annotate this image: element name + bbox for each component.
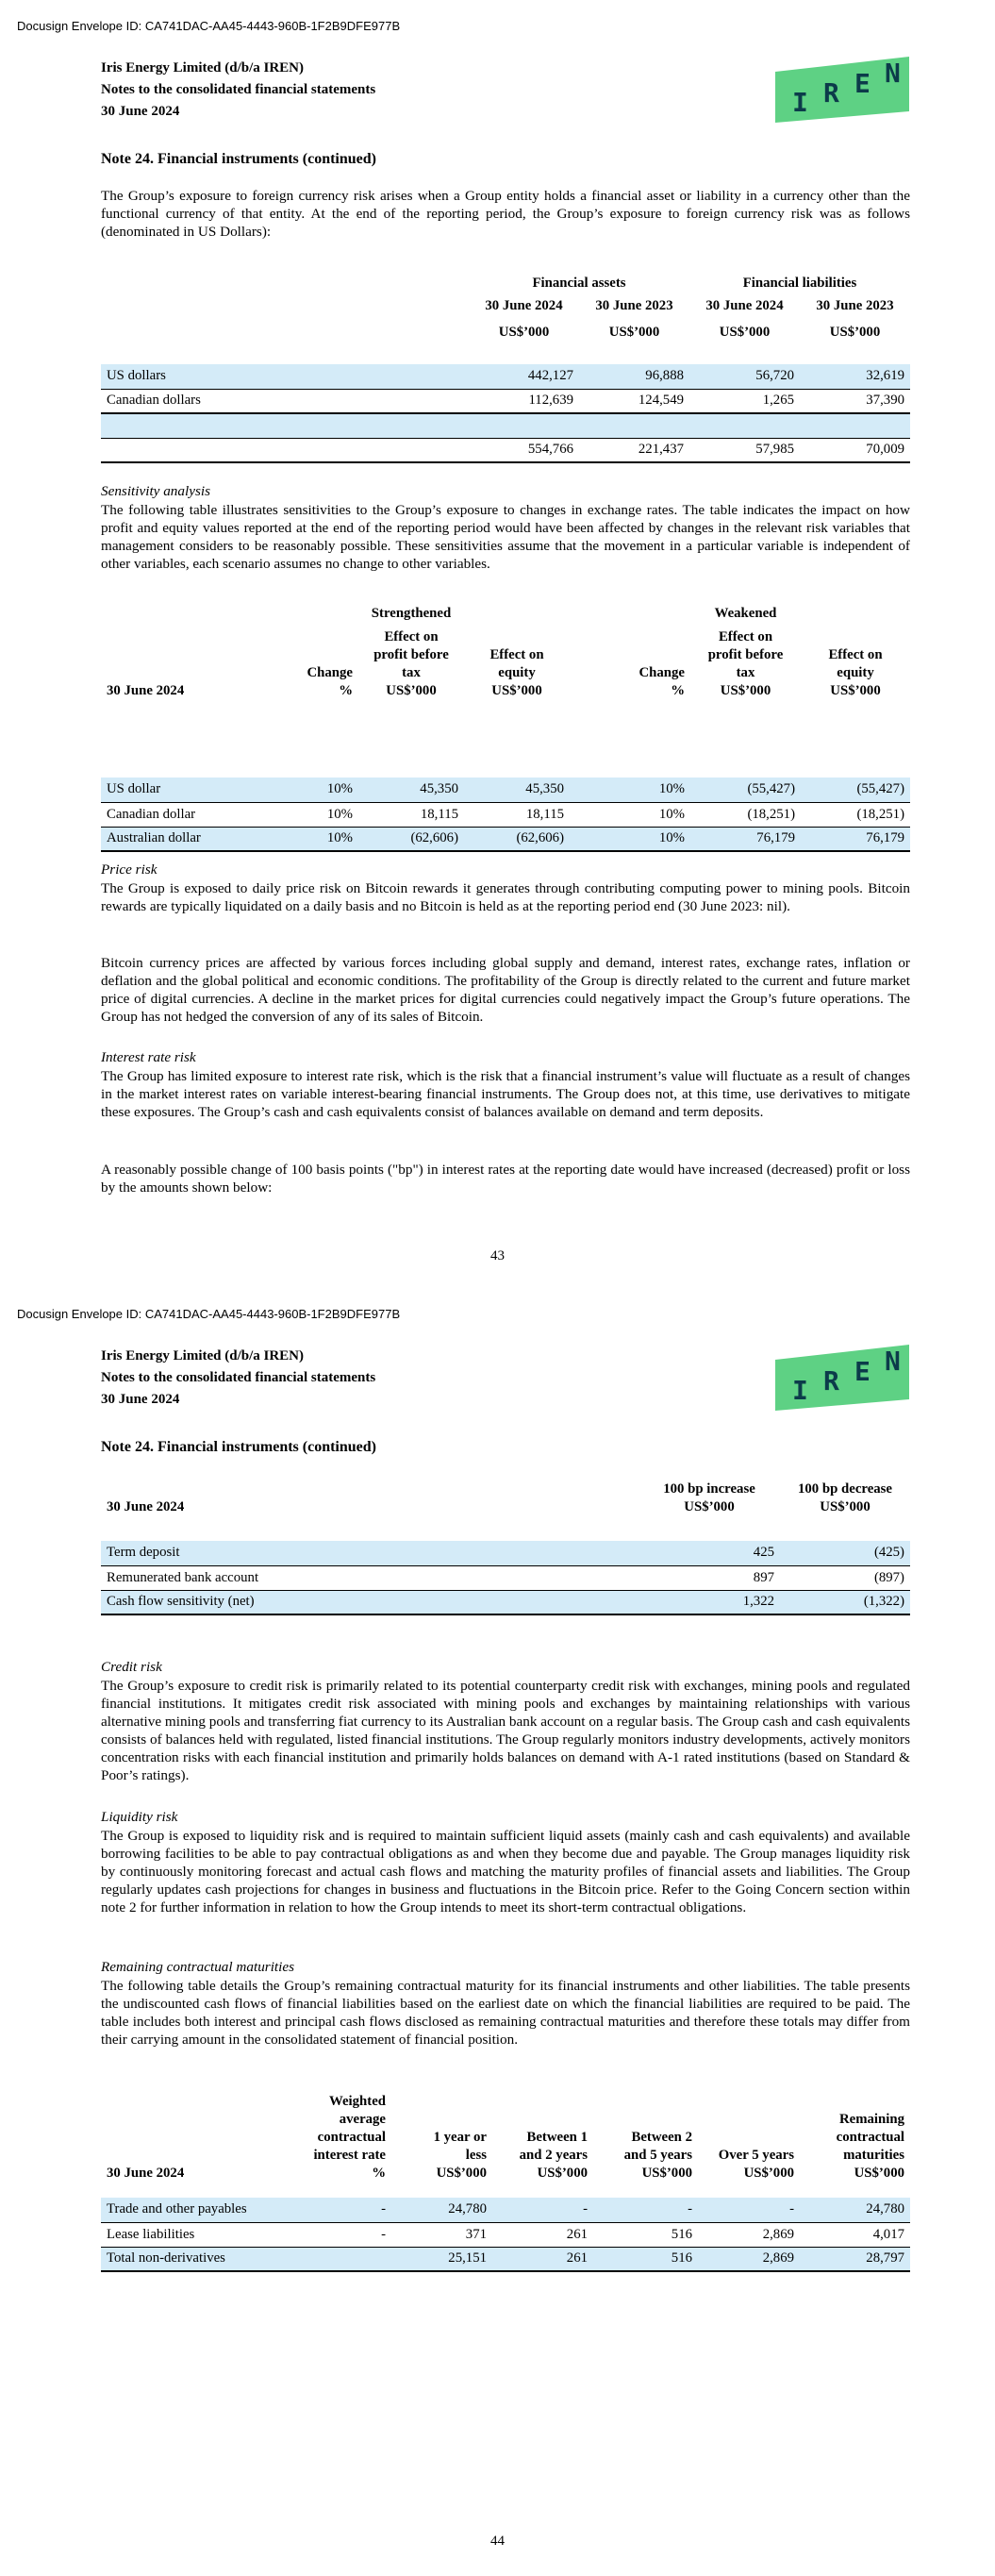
price-risk-heading: Price risk (101, 861, 158, 878)
sensitivity-heading: Sensitivity analysis (101, 483, 210, 499)
table-row: Lease liabilities - 371 261 516 2,869 4,017 (101, 2222, 910, 2247)
interest-sensitivity-table: 30 June 2024 100 bp increase US$’000 100 bp decrease US$’000 Term deposit 425 (425) Remunerated bank account 897 (897) Cash flow sensitivity (net) 1,322 (1,322) (101, 1475, 910, 1615)
iren-logo (771, 55, 911, 125)
note-title: Note 24. Financial instruments (continued) (101, 1439, 376, 1455)
logo-letter-i: I (792, 87, 808, 118)
iren-logo (771, 1343, 911, 1413)
note-title: Note 24. Financial instruments (continued) (101, 151, 376, 167)
maturities-paragraph: The following table details the Group’s remaining contractual maturity for its financial instruments and other liabilities. The table presents the undiscounted cash flows of financial liabilities based on the earliest date on which the financial liabilities are required to be paid. The table includes both interest and principal cash flows disclosed as remaining contractual maturities and therefore these totals may differ from their carrying amount in the consolidated statement of financial position. (101, 1978, 910, 2048)
table-row: Australian dollar 10% (62,606) (62,606) 10% 76,179 76,179 (101, 827, 910, 851)
interest-risk-heading: Interest rate risk (101, 1049, 196, 1065)
page-number: 44 (490, 2534, 505, 2549)
table-total-row: Total non-derivatives 25,151 261 516 2,869 28,797 (101, 2247, 910, 2271)
financial-assets-header: Financial assets (532, 276, 626, 291)
statement-subtitle: Notes to the consolidated financial statements (101, 1370, 376, 1385)
page-43 (0, 0, 995, 1287)
logo-letter-r: R (823, 77, 839, 109)
logo-letter-n: N (885, 58, 901, 89)
liquidity-risk-paragraph: The Group is exposed to liquidity risk and is required to maintain sufficient liquid assets (mainly cash and cash equivalents) and available borrowing facilities to be able to pay contractual obligations as and when they become due and payable. The Group manages liquidity risk by continuously monitoring forecast and actual cash flows and matching the maturity profiles of financial assets and liabilities. The Group regularly updates cash projections for changes in business and fluctuations in the Bitcoin price. Refer to the Going Concern section within note 2 for further information in relation to how the Group intends to meet its short-term contractual obligations. (101, 1828, 910, 1915)
weakened-header: Weakened (714, 606, 777, 621)
statement-subtitle: Notes to the consolidated financial statements (101, 82, 376, 97)
price-risk-paragraph-1: The Group is exposed to daily price risk on Bitcoin rewards it generates through contributing computing power to mining pools. Bitcoin rewards are typically liquidated on a daily basis and no Bitcoin is held as at the reporting period end (30 June 2023: nil). (101, 880, 910, 914)
page-number: 43 (490, 1248, 505, 1263)
table-row: Remunerated bank account 897 (897) (101, 1565, 910, 1590)
liquidity-risk-heading: Liquidity risk (101, 1809, 178, 1825)
credit-risk-paragraph: The Group’s exposure to credit risk is primarily related to its potential counterparty credit risk with exchanges, mining pools and regulated financial institutions. It mitigates credit risk associated with mining pools and exchanges by maintaining relationships with various alternative mining pools and transferring fiat currency to its Australian bank account on a regular basis. The Group cash and cash equivalents consists of balances held with regulated, listed financial institutions. The Group regularly monitors industry developments, actively monitors concentration risks with each financial institution and primarily holds balances on demand with A-1 rated institutions (based on Standard & Poor’s ratings). (101, 1678, 910, 1783)
envelope-id: Docusign Envelope ID: CA741DAC-AA45-4443-960B-1F2B9DFE977B (17, 1307, 401, 1321)
fx-exposure-table: Financial assets Financial liabilities 30 June 2024 30 June 2023 30 June 2024 30 June 2023 US$’000 US$’000 US$’000 US$’000 US dollars 442,127 96,888 56,720 32,619 Canadian dollars 112,639 124,549 1,265 37,390 554,766 221,437 57,985 70,009 (101, 268, 910, 463)
price-risk-paragraph-2: Bitcoin currency prices are affected by various forces including global supply and demand, interest rates, exchange rates, inflation or deflation and the global political and economic conditions. The profitability of the Group is directly related to the current and future market price of digital currencies. A decline in the market prices for digital currencies could negatively impact the Group’s future operations. The Group has not hedged the conversion of any of its sales of Bitcoin. (101, 955, 910, 1025)
interest-risk-paragraph-1: The Group has limited exposure to interest rate risk, which is the risk that a financial instrument’s value will fluctuate as a result of changes in the market interest rates on variable interest-bearing financial instruments. The Group does not, at this time, use derivatives to mitigate these exposures. The Group’s cash and cash equivalents consist of balances available on demand and term deposits. (101, 1068, 910, 1120)
page-44 (0, 1288, 995, 2575)
table-row: US dollar 10% 45,350 45,350 10% (55,427) (55,427) (101, 778, 910, 802)
logo-letter-n: N (885, 1346, 901, 1377)
statement-date: 30 June 2024 (101, 1392, 180, 1407)
table-row: Canadian dollars 112,639 124,549 1,265 37,390 (101, 389, 910, 413)
interest-risk-paragraph-2: A reasonably possible change of 100 basis points ("bp") in interest rates at the reporting date would have increased (decreased) profit or loss by the amounts shown below: (101, 1162, 910, 1196)
table-total-row: 554,766 221,437 57,985 70,009 (101, 438, 910, 462)
logo-letter-e: E (854, 68, 871, 99)
table-row: Trade and other payables - 24,780 - - - 24,780 (101, 2198, 910, 2222)
sensitivity-paragraph: The following table illustrates sensitivities to the Group’s exposure to changes in exchange rates. The table indicates the impact on how profit and equity values reported at the end of the reporting period would have been affected by changes in the relevant risk variables that management considers to be reasonably possible. These sensitivities assume that the movement in a particular variable is independent of other variables, each scenario assumes no change to other variables. (101, 502, 910, 572)
maturities-table: 30 June 2024 Weighted average contractual interest rate % 1 year or less US$’000 Between 1 and 2 years US$’000 Between 2 and 5 years US$’000 Over 5 years US$’000 Remaining contractual maturities US$’000 Trade and other payables - 24,780 - - - 24,780 Lease liabilities - 371 261 516 2,869 4,017 Total non-derivatives 25,151 261 516 2,869 28,797 (101, 2079, 910, 2272)
sensitivity-table: Strengthened Weakened 30 June 2024 Change % Effect on profit before tax US$’000 Effect on equity US$’000 Change % Effect on profit before tax US$’000 Effect on equity US$’000 US dollar 10% 45,350 45,350 10% (55,427) (55,427) Canadian dollar 10% 18,115 18,115 10% (18,251) (18,251) Australian dollar 10% (62,606) (62,606) 10% 76,179 76,179 (101, 602, 910, 852)
strengthened-header: Strengthened (371, 606, 452, 621)
maturities-heading: Remaining contractual maturities (101, 1959, 295, 1975)
statement-date: 30 June 2024 (101, 104, 180, 119)
company-name: Iris Energy Limited (d/b/a IREN) (101, 60, 305, 75)
logo-letter-r: R (823, 1365, 839, 1397)
table-row: Term deposit 425 (425) (101, 1541, 910, 1565)
envelope-id: Docusign Envelope ID: CA741DAC-AA45-4443-960B-1F2B9DFE977B (17, 19, 401, 33)
table-row: Canadian dollar 10% 18,115 18,115 10% (18,251) (18,251) (101, 802, 910, 827)
logo-letter-e: E (854, 1356, 871, 1387)
table-total-row: Cash flow sensitivity (net) 1,322 (1,322) (101, 1590, 910, 1614)
table-row: US dollars 442,127 96,888 56,720 32,619 (101, 364, 910, 389)
financial-liabilities-header: Financial liabilities (742, 276, 857, 291)
company-name: Iris Energy Limited (d/b/a IREN) (101, 1348, 305, 1363)
fx-intro-paragraph: The Group’s exposure to foreign currency risk arises when a Group entity holds a financial asset or liability in a currency other than the functional currency of that entity. At the end of the reporting period, the Group’s exposure to foreign currency risk was as follows (denominated in US Dollars): (101, 188, 910, 240)
credit-risk-heading: Credit risk (101, 1659, 162, 1675)
logo-letter-i: I (792, 1375, 808, 1406)
